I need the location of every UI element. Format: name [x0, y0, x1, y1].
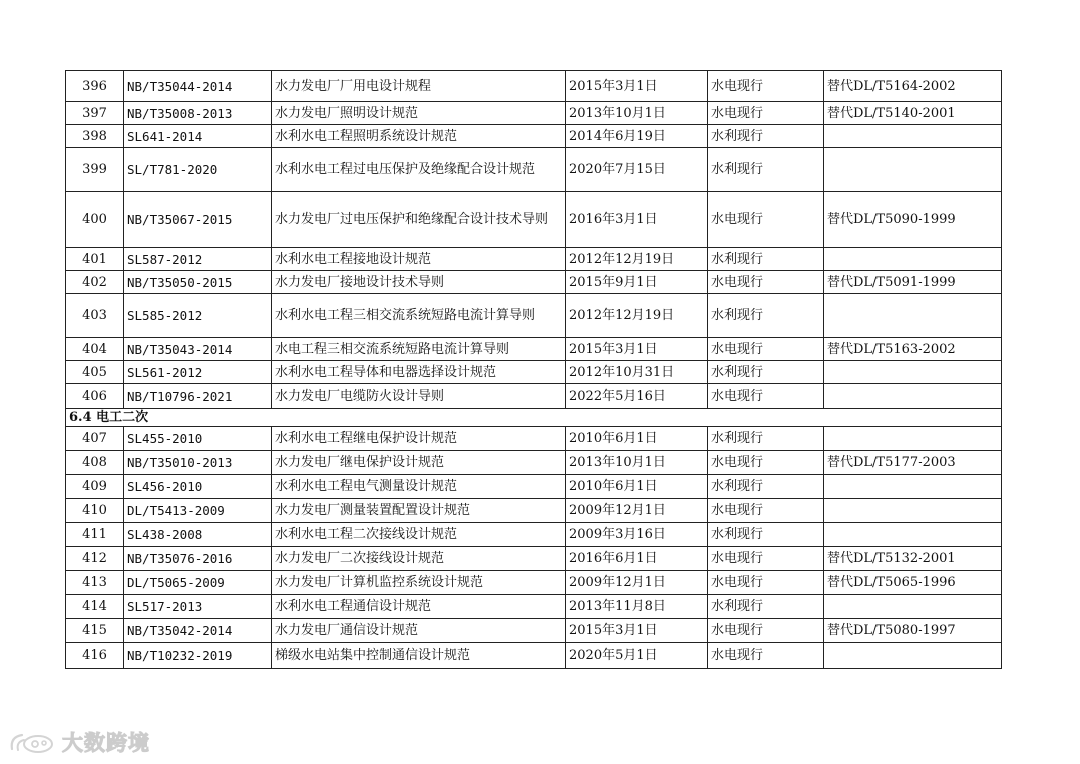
cell-status: 水利现行 — [708, 427, 824, 451]
cell-status: 水利现行 — [708, 361, 824, 384]
cell-title: 水利水电工程接地设计规范 — [272, 248, 566, 271]
cell-title: 水力发电厂计算机监控系统设计规范 — [272, 571, 566, 595]
cell-number: 413 — [66, 571, 124, 595]
cell-date: 2013年10月1日 — [566, 451, 708, 475]
cell-status: 水利现行 — [708, 148, 824, 192]
cell-status: 水电现行 — [708, 643, 824, 669]
cell-number: 400 — [66, 192, 124, 248]
cell-title: 水利水电工程二次接线设计规范 — [272, 523, 566, 547]
cell-number: 405 — [66, 361, 124, 384]
cell-status: 水利现行 — [708, 475, 824, 499]
table-row — [66, 148, 1002, 192]
cell-date: 2010年6月1日 — [566, 427, 708, 451]
cell-title: 水力发电厂过电压保护和绝缘配合设计技术导则 — [272, 192, 566, 248]
cell-code: SL438-2008 — [124, 523, 272, 547]
cell-code: NB/T35043-2014 — [124, 338, 272, 361]
cell-note — [824, 523, 1002, 547]
cell-status: 水电现行 — [708, 499, 824, 523]
cell-status: 水利现行 — [708, 125, 824, 148]
cell-date: 2013年11月8日 — [566, 595, 708, 619]
cell-number: 402 — [66, 271, 124, 294]
cell-status: 水利现行 — [708, 248, 824, 271]
cell-code: DL/T5065-2009 — [124, 571, 272, 595]
cell-code: NB/T35044-2014 — [124, 71, 272, 102]
cell-date: 2012年12月19日 — [566, 294, 708, 338]
cell-date: 2012年10月31日 — [566, 361, 708, 384]
table-row — [66, 451, 1002, 475]
cell-date: 2015年3月1日 — [566, 619, 708, 643]
cell-status: 水电现行 — [708, 271, 824, 294]
standards-table — [65, 70, 1002, 669]
cell-number: 416 — [66, 643, 124, 669]
cell-code: NB/T35042-2014 — [124, 619, 272, 643]
cell-code: NB/T35067-2015 — [124, 192, 272, 248]
cell-date: 2015年9月1日 — [566, 271, 708, 294]
cell-code: NB/T10232-2019 — [124, 643, 272, 669]
table-row — [66, 643, 1002, 669]
watermark — [8, 727, 150, 757]
cell-title: 水利水电工程照明系统设计规范 — [272, 125, 566, 148]
cell-status: 水利现行 — [708, 294, 824, 338]
cell-date: 2022年5月16日 — [566, 384, 708, 409]
watermark-text: 大数跨境 — [62, 731, 150, 755]
table-row — [66, 547, 1002, 571]
cell-code: DL/T5413-2009 — [124, 499, 272, 523]
cell-date: 2015年3月1日 — [566, 71, 708, 102]
table-row — [66, 475, 1002, 499]
cell-note: 替代DL/T5090-1999 — [824, 192, 1002, 248]
cell-number: 401 — [66, 248, 124, 271]
cell-code: SL587-2012 — [124, 248, 272, 271]
table-row — [66, 125, 1002, 148]
cell-note — [824, 427, 1002, 451]
cell-title: 水力发电厂继电保护设计规范 — [272, 451, 566, 475]
cell-note — [824, 125, 1002, 148]
cell-date: 2009年12月1日 — [566, 571, 708, 595]
cell-note — [824, 384, 1002, 409]
cell-date: 2010年6月1日 — [566, 475, 708, 499]
cell-number: 414 — [66, 595, 124, 619]
cell-code: NB/T35008-2013 — [124, 102, 272, 125]
cell-number: 399 — [66, 148, 124, 192]
cell-number: 409 — [66, 475, 124, 499]
table-row — [66, 427, 1002, 451]
cell-title: 水力发电厂照明设计规范 — [272, 102, 566, 125]
cell-number: 398 — [66, 125, 124, 148]
section-row — [66, 409, 1002, 427]
cell-code: SL641-2014 — [124, 125, 272, 148]
cell-code: NB/T35050-2015 — [124, 271, 272, 294]
cell-status: 水电现行 — [708, 547, 824, 571]
table-row — [66, 571, 1002, 595]
cell-code: NB/T35010-2013 — [124, 451, 272, 475]
table-row — [66, 248, 1002, 271]
cell-note — [824, 475, 1002, 499]
table-row — [66, 523, 1002, 547]
cell-note — [824, 361, 1002, 384]
cell-title: 水利水电工程导体和电器选择设计规范 — [272, 361, 566, 384]
cell-title: 水利水电工程三相交流系统短路电流计算导则 — [272, 294, 566, 338]
cell-status: 水电现行 — [708, 619, 824, 643]
cell-status: 水电现行 — [708, 451, 824, 475]
cell-date: 2015年3月1日 — [566, 338, 708, 361]
cell-code: SL585-2012 — [124, 294, 272, 338]
cell-note: 替代DL/T5065-1996 — [824, 571, 1002, 595]
cell-number: 403 — [66, 294, 124, 338]
weibo-logo-icon — [8, 729, 56, 755]
cell-number: 408 — [66, 451, 124, 475]
cell-code: SL455-2010 — [124, 427, 272, 451]
cell-title: 水电工程三相交流系统短路电流计算导则 — [272, 338, 566, 361]
table-row — [66, 102, 1002, 125]
table-row — [66, 71, 1002, 102]
cell-note — [824, 248, 1002, 271]
cell-code: SL456-2010 — [124, 475, 272, 499]
cell-note: 替代DL/T5163-2002 — [824, 338, 1002, 361]
cell-number: 407 — [66, 427, 124, 451]
cell-note — [824, 499, 1002, 523]
cell-note: 替代DL/T5164-2002 — [824, 71, 1002, 102]
cell-status: 水电现行 — [708, 384, 824, 409]
cell-title: 水力发电厂通信设计规范 — [272, 619, 566, 643]
cell-title: 水力发电厂接地设计技术导则 — [272, 271, 566, 294]
cell-title: 梯级水电站集中控制通信设计规范 — [272, 643, 566, 669]
cell-note — [824, 294, 1002, 338]
cell-date: 2009年3月16日 — [566, 523, 708, 547]
cell-code: NB/T10796-2021 — [124, 384, 272, 409]
table-row — [66, 294, 1002, 338]
cell-status: 水电现行 — [708, 571, 824, 595]
cell-date: 2016年6月1日 — [566, 547, 708, 571]
table-row — [66, 595, 1002, 619]
cell-number: 397 — [66, 102, 124, 125]
cell-status: 水电现行 — [708, 338, 824, 361]
cell-note — [824, 148, 1002, 192]
cell-note: 替代DL/T5177-2003 — [824, 451, 1002, 475]
cell-date: 2020年7月15日 — [566, 148, 708, 192]
table-row — [66, 271, 1002, 294]
cell-status: 水利现行 — [708, 595, 824, 619]
cell-number: 411 — [66, 523, 124, 547]
cell-title: 水利水电工程过电压保护及绝缘配合设计规范 — [272, 148, 566, 192]
cell-number: 415 — [66, 619, 124, 643]
cell-title: 水力发电厂厂用电设计规程 — [272, 71, 566, 102]
cell-note — [824, 595, 1002, 619]
cell-number: 412 — [66, 547, 124, 571]
cell-code: SL517-2013 — [124, 595, 272, 619]
cell-note: 替代DL/T5132-2001 — [824, 547, 1002, 571]
cell-date: 2012年12月19日 — [566, 248, 708, 271]
cell-status: 水电现行 — [708, 71, 824, 102]
cell-title: 水力发电厂电缆防火设计导则 — [272, 384, 566, 409]
cell-note — [824, 643, 1002, 669]
cell-code: SL/T781-2020 — [124, 148, 272, 192]
cell-code: NB/T35076-2016 — [124, 547, 272, 571]
cell-number: 410 — [66, 499, 124, 523]
cell-title: 水利水电工程电气测量设计规范 — [272, 475, 566, 499]
cell-code: SL561-2012 — [124, 361, 272, 384]
table-row — [66, 384, 1002, 409]
table-row — [66, 499, 1002, 523]
cell-date: 2016年3月1日 — [566, 192, 708, 248]
standards-table-body — [66, 71, 1002, 669]
cell-date: 2013年10月1日 — [566, 102, 708, 125]
cell-title: 水力发电厂测量装置配置设计规范 — [272, 499, 566, 523]
cell-status: 水利现行 — [708, 523, 824, 547]
cell-title: 水利水电工程继电保护设计规范 — [272, 427, 566, 451]
cell-note: 替代DL/T5140-2001 — [824, 102, 1002, 125]
section-title: 6.4 电工二次 — [66, 409, 1002, 427]
cell-status: 水电现行 — [708, 192, 824, 248]
table-row — [66, 619, 1002, 643]
cell-date: 2009年12月1日 — [566, 499, 708, 523]
table-row — [66, 338, 1002, 361]
cell-number: 396 — [66, 71, 124, 102]
cell-note: 替代DL/T5080-1997 — [824, 619, 1002, 643]
cell-date: 2014年6月19日 — [566, 125, 708, 148]
cell-note: 替代DL/T5091-1999 — [824, 271, 1002, 294]
cell-number: 404 — [66, 338, 124, 361]
cell-number: 406 — [66, 384, 124, 409]
cell-title: 水力发电厂二次接线设计规范 — [272, 547, 566, 571]
table-row — [66, 361, 1002, 384]
cell-status: 水电现行 — [708, 102, 824, 125]
cell-date: 2020年5月1日 — [566, 643, 708, 669]
table-row — [66, 192, 1002, 248]
cell-title: 水利水电工程通信设计规范 — [272, 595, 566, 619]
